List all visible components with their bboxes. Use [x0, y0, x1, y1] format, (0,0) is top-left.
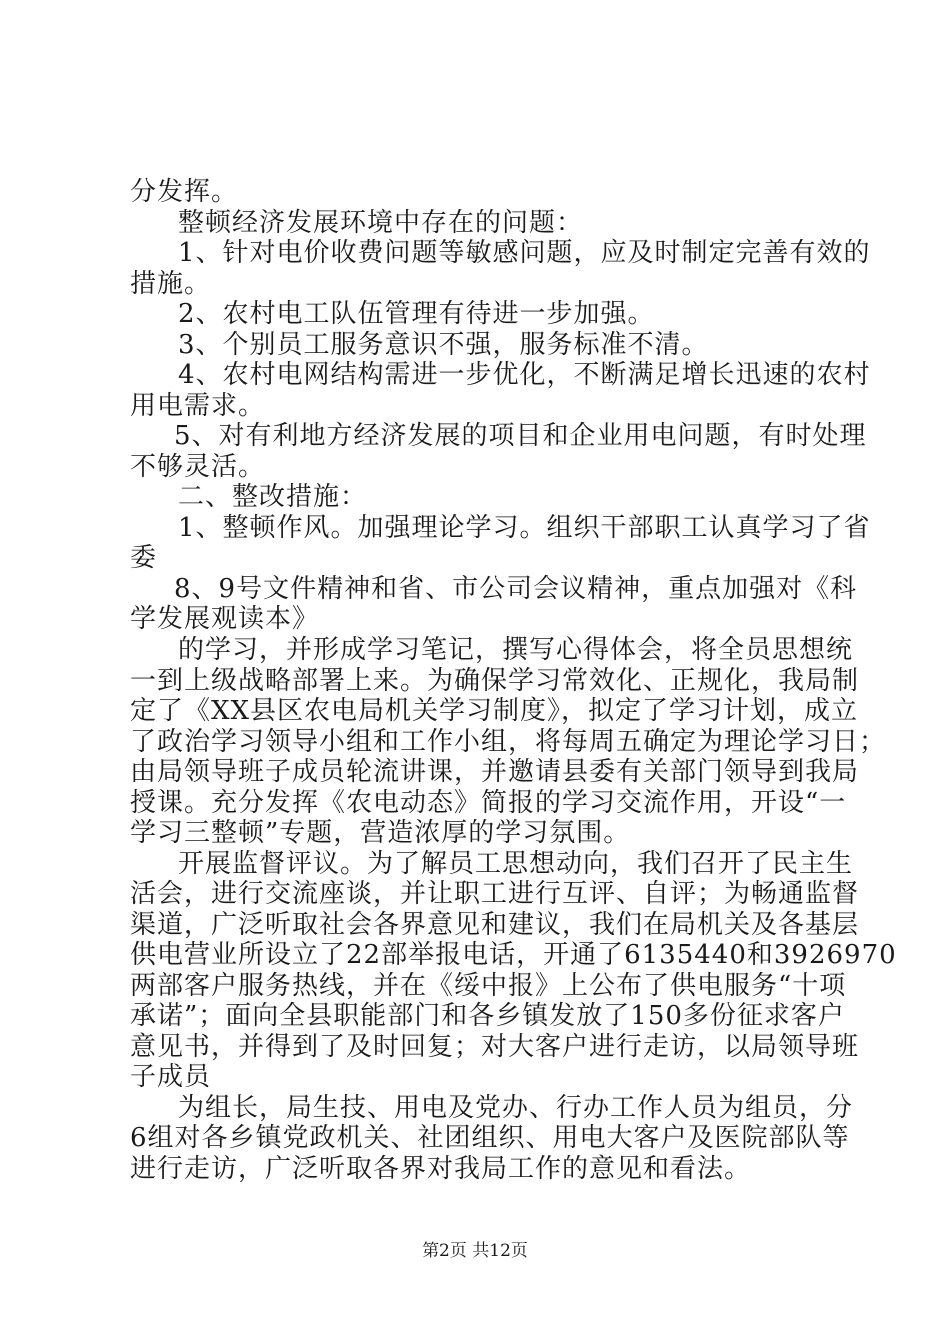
text-line: 不够灵活。 — [130, 452, 266, 482]
text-line: 分发挥。 — [130, 177, 239, 207]
text-line: 两部客户服务热线，并在《绥中报》上公布了供电服务“十项 — [130, 971, 847, 1001]
text-line: 1、整顿作风。加强理论学习。组织干部职工认真学习了省 — [178, 513, 871, 543]
text-line: 的学习，并形成学习笔记，撰写心得体会，将全员思想统 — [178, 635, 854, 665]
text-line: 活会，进行交流座谈，并让职工进行互评、自评；为畅通监督 — [130, 879, 860, 909]
text-line: 5、对有利地方经济发展的项目和企业用电问题，有时处理 — [174, 421, 867, 451]
text-line: 由局领导班子成员轮流讲课，并邀请县委有关部门领导到我局 — [130, 757, 860, 787]
text-line: 委 — [130, 543, 158, 573]
text-line: 一到上级战略部署上来。为确保学习常效化、正规化，我局制 — [130, 666, 860, 696]
text-line: 了政治学习领导小组和工作小组，将每周五确定为理论学习日； — [130, 727, 887, 757]
text-line: 6组对各乡镇党政机关、社团组织、用电大客户及医院部队等 — [130, 1123, 850, 1153]
text-line: 8、9号文件精神和省、市公司会议精神，重点加强对《科 — [174, 574, 858, 604]
text-line: 1、针对电价收费问题等敏感问题，应及时制定完善有效的 — [178, 238, 871, 268]
text-line: 授课。充分发挥《农电动态》简报的学习交流作用，开设“一 — [130, 788, 847, 818]
text-line: 学习三整顿”专题，营造浓厚的学习氛围。 — [130, 818, 631, 848]
text-line: 开展监督评议。为了解员工思想动向，我们召开了民主生 — [178, 849, 854, 879]
text-line: 措施。 — [130, 269, 212, 299]
text-line: 3、个别员工服务意识不强，服务标准不清。 — [178, 330, 709, 360]
text-line: 2、农村电工队伍管理有待进一步加强。 — [178, 299, 655, 329]
text-line: 子成员 — [130, 1062, 212, 1092]
text-line: 定了《XX县区农电局机关学习制度》，拟定了学习计划，成立 — [130, 696, 859, 726]
page-number-footer: 第2页 共12页 — [422, 1241, 528, 1261]
text-line: 整顿经济发展环境中存在的问题： — [178, 208, 584, 238]
text-line: 承诺”；面向全县职能部门和各乡镇发放了150多份征求客户 — [130, 1001, 845, 1031]
text-line: 意见书，并得到了及时回复；对大客户进行走访，以局领导班 — [130, 1032, 860, 1062]
text-line: 为组长，局生技、用电及党办、行办工作人员为组员，分 — [178, 1093, 854, 1123]
text-line: 渠道，广泛听取社会各界意见和建议，我们在局机关及各基层 — [130, 910, 860, 940]
text-line: 学发展观读本》 — [130, 604, 320, 634]
text-line: 进行走访，广泛听取各界对我局工作的意见和看法。 — [130, 1154, 752, 1184]
section-heading: 二、整改措施： — [178, 482, 368, 512]
text-line: 4、农村电网结构需进一步优化，不断满足增长迅速的农村 — [178, 360, 871, 390]
text-line: 供电营业所设立了22部举报电话，开通了6135440和3926970 — [130, 940, 897, 970]
text-line: 用电需求。 — [130, 391, 266, 421]
